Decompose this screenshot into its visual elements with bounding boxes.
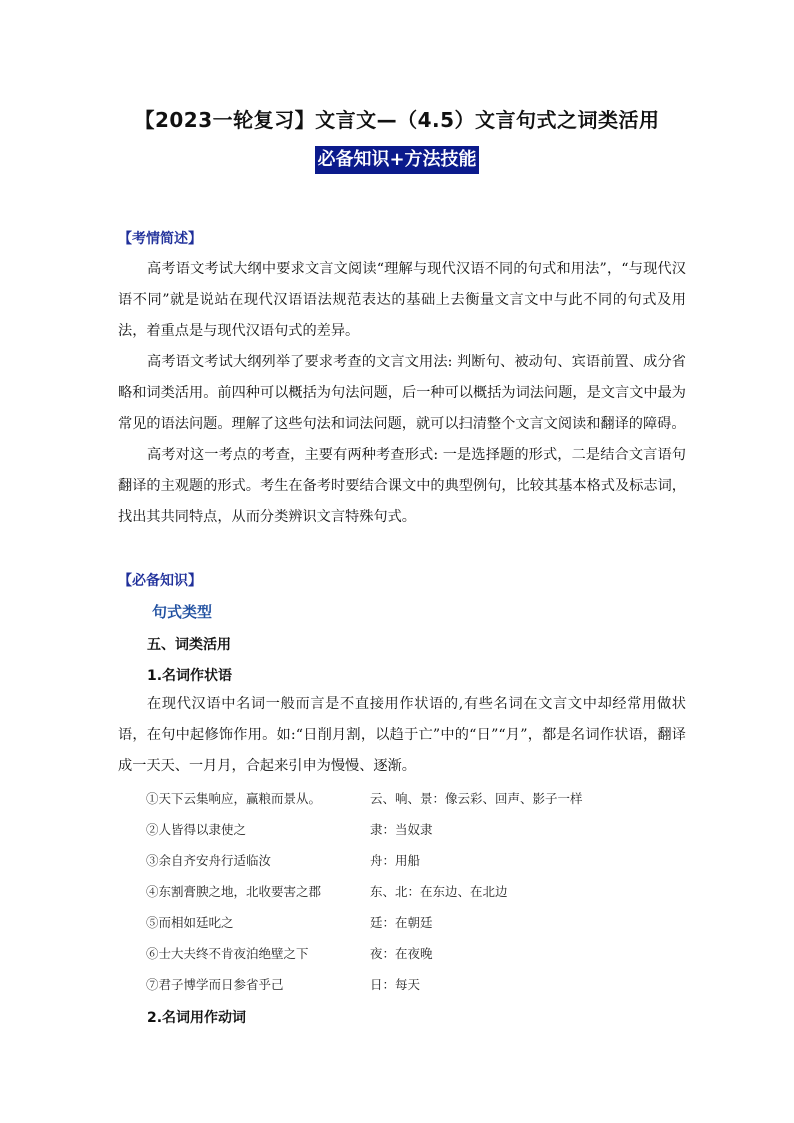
example-sentence: ⑤而相如廷叱之 bbox=[146, 915, 234, 930]
example-row bbox=[146, 789, 686, 813]
sentence-type-label: 句式类型 bbox=[152, 603, 213, 621]
example-gloss: 日：每天 bbox=[370, 977, 421, 992]
example-row bbox=[146, 851, 686, 875]
example-sentence: ①天下云集响应，赢粮而景从。 bbox=[146, 791, 322, 806]
example-sentence: ②人皆得以隶使之 bbox=[146, 822, 247, 837]
example-gloss: 云、响、景：像云彩、回声、影子一样 bbox=[370, 791, 583, 806]
page-subtitle: 必备知识+方法技能 bbox=[315, 146, 478, 174]
item-2-title: 2.名词用作动词 bbox=[147, 1010, 247, 1026]
example-gloss: 夜：在夜晚 bbox=[370, 946, 433, 961]
example-gloss: 舟：用船 bbox=[370, 853, 421, 868]
overview-heading: 【考情简述】 bbox=[118, 231, 202, 247]
overview-paragraph-3: 高考对这一考点的考查，主要有两种考查形式: 一是选择题的形式，二是结合文言语句翻译的主观题的形式。考生在备考时要结合课文中的典型例句，比较其基本格式及标志词，找出其共同特点，从而分类辨识文言特殊句式。 bbox=[118, 447, 686, 525]
example-row bbox=[146, 913, 686, 937]
example-sentence: ⑥士大夫终不肯夜泊绝壁之下 bbox=[146, 946, 309, 961]
subtitle-wrap bbox=[0, 146, 794, 174]
example-gloss: 隶：当奴隶 bbox=[370, 822, 433, 837]
example-sentence: ④东割膏腴之地，北收要害之郡 bbox=[146, 884, 322, 899]
example-gloss: 东、北：在东边、在北边 bbox=[370, 884, 508, 899]
example-sentence: ⑦君子博学而日参省乎己 bbox=[146, 977, 284, 992]
knowledge-heading: 【必备知识】 bbox=[118, 573, 202, 589]
page-title: 【2023一轮复习】文言文—（4.5）文言句式之词类活用 bbox=[134, 108, 660, 132]
example-sentence: ③余自齐安舟行适临汝 bbox=[146, 853, 272, 868]
example-gloss: 廷：在朝廷 bbox=[370, 915, 433, 930]
item-1-title: 1.名词作状语 bbox=[147, 668, 233, 684]
example-row bbox=[146, 944, 686, 968]
example-row bbox=[146, 975, 686, 999]
item-1-text: 在现代汉语中名词一般而言是不直接用作状语的,有些名词在文言文中却经常用做状语，在句中起修饰作用。如:“日削月割，以趋于亡”中的“日”“月”，都是名词作状语，翻译成一天天、一月月，合起来引申为慢慢、逐渐。 bbox=[118, 696, 686, 774]
overview-paragraph-1: 高考语文考试大纲中要求文言文阅读“理解与现代汉语不同的句式和用法”，“与现代汉语不同”就是说站在现代汉语语法规范表达的基础上去衡量文言文中与此不同的句式及用法，着重点是与现代汉语句式的差异。 bbox=[118, 261, 686, 339]
section-title: 五、词类活用 bbox=[147, 637, 231, 653]
example-row bbox=[146, 820, 686, 844]
overview-paragraph-2: 高考语文考试大纲列举了要求考查的文言文用法: 判断句、被动句、宾语前置、成分省略和词类活用。前四种可以概括为句法问题，后一种可以概括为词法问题，是文言文中最为常见的语法问题。理解了这些句法和词法问题，就可以扫清整个文言文阅读和翻译的障碍。 bbox=[118, 354, 686, 432]
example-row bbox=[146, 882, 686, 906]
